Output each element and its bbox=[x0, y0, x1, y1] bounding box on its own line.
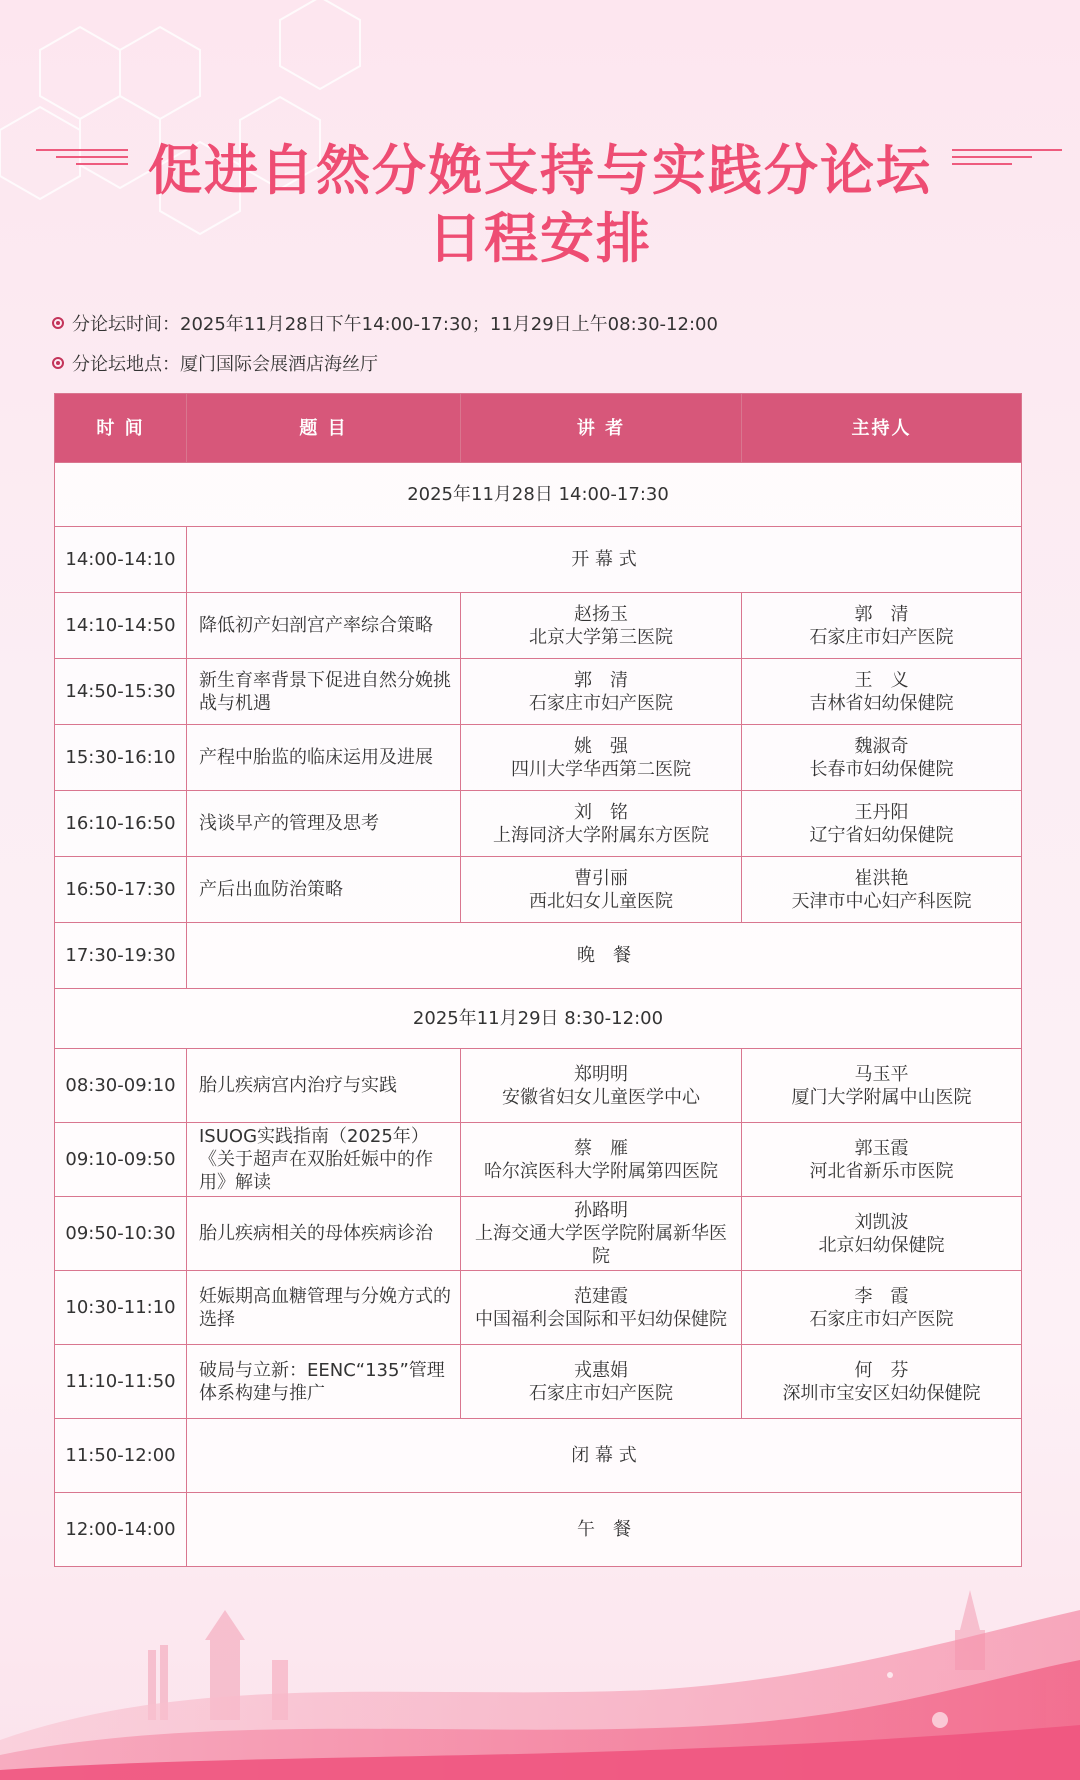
table-row bbox=[55, 659, 1022, 725]
host-name: 郭 清 bbox=[854, 603, 909, 625]
speaker-name: 郭 清 bbox=[574, 669, 628, 691]
time-cell: 08:30-09:10 bbox=[55, 1049, 187, 1123]
speaker-cell bbox=[461, 1123, 742, 1197]
speaker-name: 曹引丽 bbox=[574, 867, 628, 889]
host-cell bbox=[742, 1345, 1022, 1419]
forum-time-text: 分论坛时间：2025年11月28日下午14:00-17:30；11月29日上午08:30-12:00 bbox=[72, 314, 718, 335]
host-cell bbox=[742, 659, 1022, 725]
topic-cell: 产程中胎监的临床运用及进展 bbox=[187, 725, 461, 791]
time-cell: 11:50-12:00 bbox=[55, 1419, 187, 1493]
host-cell bbox=[742, 725, 1022, 791]
speaker-name: 孙路明 bbox=[574, 1200, 628, 1221]
forum-venue-text: 分论坛地点：厦门国际会展酒店海丝厅 bbox=[72, 354, 378, 375]
table-row bbox=[55, 923, 1022, 989]
schedule-table bbox=[54, 393, 1022, 1567]
bullet-icon bbox=[52, 317, 64, 329]
host-name: 王 义 bbox=[854, 669, 909, 691]
speaker-name: 赵扬玉 bbox=[574, 603, 628, 625]
table-row bbox=[55, 1419, 1022, 1493]
topic-cell: 妊娠期高血糖管理与分娩方式的选择 bbox=[187, 1271, 461, 1345]
time-cell: 17:30-19:30 bbox=[55, 923, 187, 989]
host-cell bbox=[742, 1049, 1022, 1123]
speaker-name: 蔡 雁 bbox=[574, 1137, 628, 1159]
speaker-name: 郑明明 bbox=[574, 1063, 628, 1085]
lunch-cell: 午 餐 bbox=[187, 1493, 1022, 1567]
page-title: 促进自然分娩支持与实践分论坛 bbox=[148, 139, 932, 202]
day-row bbox=[55, 463, 1022, 527]
host-org: 天津市中心妇产科医院 bbox=[791, 890, 972, 912]
speaker-cell bbox=[461, 1345, 742, 1419]
speaker-org: 西北妇女儿童医院 bbox=[529, 890, 673, 912]
bullet-icon bbox=[52, 357, 64, 369]
time-cell: 15:30-16:10 bbox=[55, 725, 187, 791]
speaker-name: 姚 强 bbox=[574, 735, 628, 757]
time-cell: 16:10-16:50 bbox=[55, 791, 187, 857]
topic-cell: 胎儿疾病宫内治疗与实践 bbox=[187, 1049, 461, 1123]
time-cell: 16:50-17:30 bbox=[55, 857, 187, 923]
time-cell: 12:00-14:00 bbox=[55, 1493, 187, 1567]
header-time: 时 间 bbox=[55, 394, 187, 463]
topic-cell: 降低初产妇剖宫产率综合策略 bbox=[187, 593, 461, 659]
host-org: 石家庄市妇产医院 bbox=[809, 1308, 954, 1330]
host-org: 深圳市宝安区妇幼保健院 bbox=[782, 1382, 981, 1404]
speaker-cell bbox=[461, 1049, 742, 1123]
speaker-org: 四川大学华西第二医院 bbox=[511, 758, 691, 780]
time-cell: 09:10-09:50 bbox=[55, 1123, 187, 1197]
forum-venue-info bbox=[52, 350, 378, 376]
table-row bbox=[55, 1197, 1022, 1271]
host-name: 郭玉霞 bbox=[854, 1137, 909, 1159]
dinner-cell: 晚 餐 bbox=[187, 923, 1022, 989]
speaker-cell bbox=[461, 593, 742, 659]
table-row bbox=[55, 527, 1022, 593]
topic-cell: 产后出血防治策略 bbox=[187, 857, 461, 923]
host-cell bbox=[742, 791, 1022, 857]
speaker-org: 安徽省妇女儿童医学中心 bbox=[502, 1086, 700, 1108]
day2-label: 2025年11月29日 8:30-12:00 bbox=[55, 989, 1022, 1049]
table-row bbox=[55, 857, 1022, 923]
time-cell: 14:00-14:10 bbox=[55, 527, 187, 593]
host-cell bbox=[742, 593, 1022, 659]
speaker-name: 范建霞 bbox=[574, 1285, 628, 1307]
speaker-org: 石家庄市妇产医院 bbox=[529, 1382, 673, 1404]
host-org: 石家庄市妇产医院 bbox=[809, 626, 954, 648]
host-org: 长春市妇幼保健院 bbox=[809, 758, 954, 780]
host-name: 魏淑奇 bbox=[854, 735, 909, 757]
speaker-org: 哈尔滨医科大学附属第四医院 bbox=[484, 1160, 718, 1182]
time-cell: 14:10-14:50 bbox=[55, 593, 187, 659]
table-header-row bbox=[55, 394, 1022, 463]
host-org: 吉林省妇幼保健院 bbox=[809, 692, 954, 714]
speaker-cell bbox=[461, 725, 742, 791]
table-row bbox=[55, 1123, 1022, 1197]
topic-cell: 新生育率背景下促进自然分娩挑战与机遇 bbox=[187, 659, 461, 725]
day1-label: 2025年11月28日 14:00-17:30 bbox=[55, 463, 1022, 527]
host-org: 厦门大学附属中山医院 bbox=[791, 1086, 972, 1108]
table-row bbox=[55, 1345, 1022, 1419]
host-cell bbox=[742, 1197, 1022, 1271]
host-name: 马玉平 bbox=[854, 1063, 909, 1085]
speaker-org: 上海同济大学附属东方医院 bbox=[493, 824, 709, 846]
topic-cell: 浅谈早产的管理及思考 bbox=[187, 791, 461, 857]
host-name: 王丹阳 bbox=[854, 801, 909, 823]
host-name: 李 霞 bbox=[854, 1285, 909, 1307]
opening-cell: 开 幕 式 bbox=[187, 527, 1022, 593]
host-name: 刘凯波 bbox=[854, 1211, 909, 1233]
speaker-cell bbox=[461, 791, 742, 857]
topic-cell: ISUOG实践指南（2025年）《关于超声在双胎妊娠中的作用》解读 bbox=[187, 1123, 461, 1197]
host-cell bbox=[742, 1271, 1022, 1345]
time-cell: 09:50-10:30 bbox=[55, 1197, 187, 1271]
speaker-name: 戎惠娟 bbox=[574, 1359, 628, 1381]
host-org: 北京妇幼保健院 bbox=[818, 1234, 945, 1256]
speaker-org: 北京大学第三医院 bbox=[529, 626, 673, 648]
host-name: 何 芬 bbox=[854, 1359, 909, 1381]
page-subtitle: 日程安排 bbox=[428, 207, 652, 270]
header-speaker: 讲 者 bbox=[461, 394, 742, 463]
table-row bbox=[55, 593, 1022, 659]
topic-cell: 胎儿疾病相关的母体疾病诊治 bbox=[187, 1197, 461, 1271]
host-cell bbox=[742, 857, 1022, 923]
speaker-name: 刘 铭 bbox=[574, 801, 628, 823]
host-org: 河北省新乐市医院 bbox=[809, 1160, 954, 1182]
speaker-org: 上海交通大学医学院附属新华医院 bbox=[475, 1223, 727, 1267]
host-cell bbox=[742, 1123, 1022, 1197]
time-cell: 14:50-15:30 bbox=[55, 659, 187, 725]
speaker-org: 石家庄市妇产医院 bbox=[529, 692, 673, 714]
header-topic: 题 目 bbox=[187, 394, 461, 463]
speaker-cell bbox=[461, 857, 742, 923]
speaker-cell bbox=[461, 1271, 742, 1345]
table-row bbox=[55, 725, 1022, 791]
table-row bbox=[55, 1271, 1022, 1345]
host-org: 辽宁省妇幼保健院 bbox=[809, 824, 954, 846]
host-name: 崔洪艳 bbox=[854, 867, 909, 889]
time-cell: 10:30-11:10 bbox=[55, 1271, 187, 1345]
closing-cell: 闭 幕 式 bbox=[187, 1419, 1022, 1493]
speaker-cell bbox=[461, 1197, 742, 1271]
speaker-org: 中国福利会国际和平妇幼保健院 bbox=[475, 1308, 727, 1330]
topic-cell: 破局与立新：EENC“135”管理体系构建与推广 bbox=[187, 1345, 461, 1419]
speaker-cell bbox=[461, 659, 742, 725]
table-row bbox=[55, 1049, 1022, 1123]
bottom-wave-decoration bbox=[0, 1550, 1080, 1780]
forum-time-info bbox=[52, 310, 718, 336]
day-row bbox=[55, 989, 1022, 1049]
table-row bbox=[55, 791, 1022, 857]
time-cell: 11:10-11:50 bbox=[55, 1345, 187, 1419]
header-host: 主持人 bbox=[742, 394, 1022, 463]
